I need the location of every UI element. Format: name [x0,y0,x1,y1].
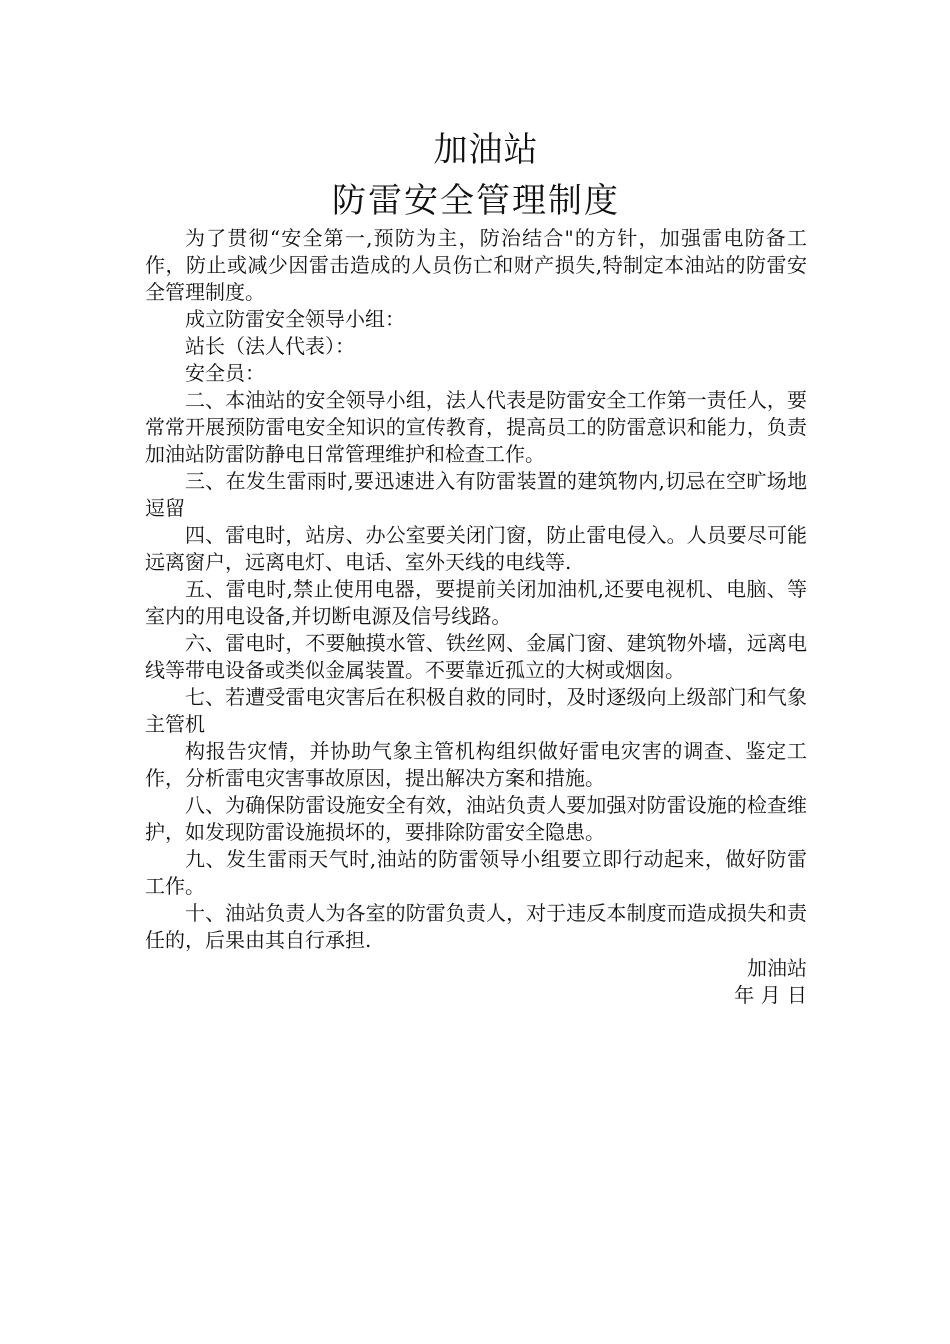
safety-officer-line: 安全员： [185,361,265,385]
leadership-group-line: 成立防雷安全领导小组： [185,307,405,331]
document-body [145,128,807,1009]
rule-paragraph-9: 九、发生雷雨天气时,油站的防雷领导小组要立即行动起来，做好防雷工作。 [145,847,807,898]
regulation-text [145,225,807,954]
rule-paragraph-8: 八、为确保防雷设施安全有效，油站负责人要加强对防雷设施的检查维护，如发现防雷设施损坏的，要排除防雷安全隐患。 [145,793,807,844]
rule-paragraph-7-part-1: 七、若遭受雷电灾害后在积极自救的同时，及时逐级向上级部门和气象主管机 [145,685,807,736]
rule-paragraph-3: 三、在发生雷雨时,要迅速进入有防雷装置的建筑物内,切忌在空旷场地逗留 [145,469,807,520]
station-head-line: 站长（法人代表）： [185,334,355,358]
rule-paragraph-6: 六、雷电时，不要触摸水管、铁丝网、金属门窗、建筑物外墙，远离电线等带电设备或类似金属装置。不要靠近孤立的大树或烟囱。 [145,631,807,682]
rule-paragraph-10: 十、油站负责人为各室的防雷负责人，对于违反本制度而造成损失和责任的，后果由其自行承担. [145,901,807,952]
document-footer [145,955,807,1009]
rule-paragraph-2: 二、本油站的安全领导小组，法人代表是防雷安全工作第一责任人，要常常开展预防雷电安全知识的宣传教育，提高员工的防雷意识和能力，负责加油站防雷防静电日常管理维护和检查工作。 [145,388,807,466]
document-title-line-1: 加油站 [433,130,539,170]
document-title-line-2: 防雷安全管理制度 [332,181,620,221]
footer-date: 年 月 日 [734,983,807,1007]
intro-paragraph: 为了贯彻“安全第一,预防为主，防治结合"的方针，加强雷电防备工作，防止或减少因雷击造成的人员伤亡和财产损失,特制定本油站的防雷安全管理制度。 [145,226,807,304]
rule-paragraph-5: 五、雷电时,禁止使用电器，要提前关闭加油机,还要电视机、电脑、等室内的用电设备,并切断电源及信号线路。 [145,577,807,628]
rule-paragraph-7-part-2: 构报告灾情，并协助气象主管机构组织做好雷电灾害的调查、鉴定工作，分析雷电灾害事故原因，提出解决方案和措施。 [145,739,807,790]
rule-paragraph-4: 四、雷电时，站房、办公室要关闭门窗，防止雷电侵入。人员要尽可能远离窗户，远离电灯、电话、室外天线的电线等. [145,523,807,574]
footer-organization: 加油站 [747,956,807,980]
